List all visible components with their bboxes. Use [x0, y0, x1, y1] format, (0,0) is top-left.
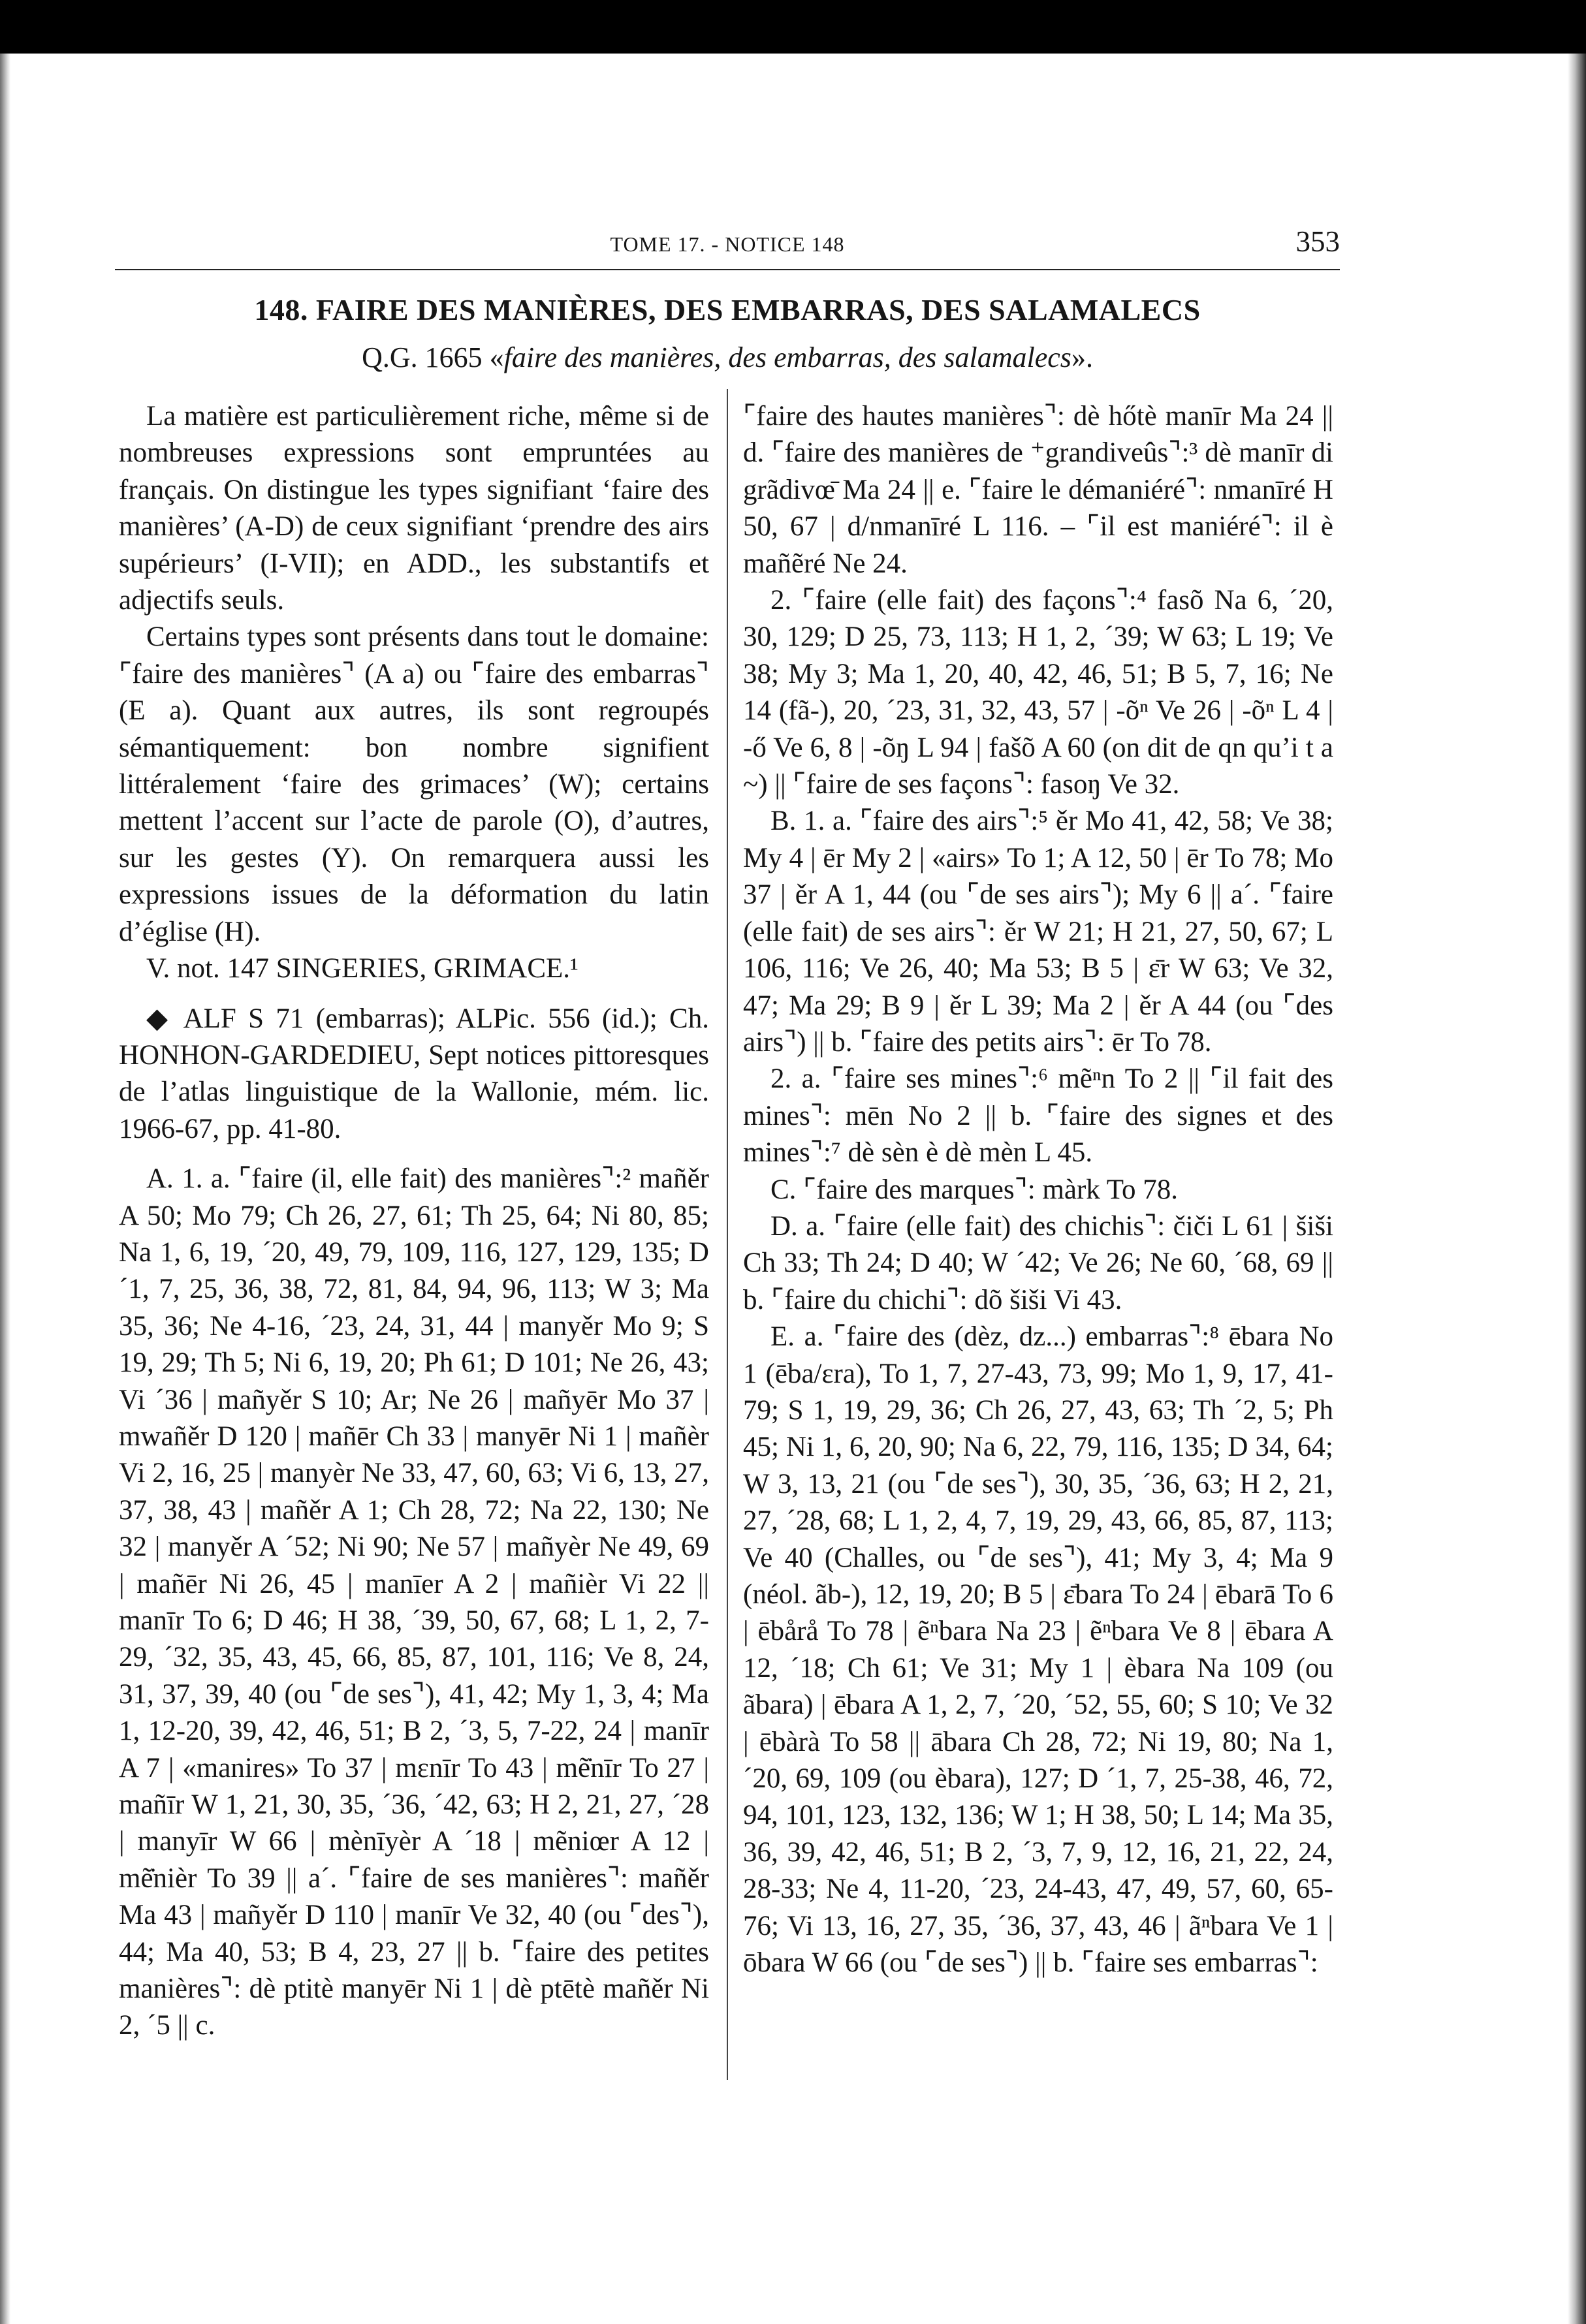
running-header	[115, 223, 1340, 270]
running-title: TOME 17. - NOTICE 148	[610, 232, 845, 256]
sources-paragraph: ◆ ALF S 71 (embarras); ALPic. 556 (id.); Ch. HONHON-GARDEDIEU, Sept notices pittoresques de l’atlas linguistique de la Wallonie, mém. lic. 1966-67, pp. 41-80.	[119, 1003, 709, 1144]
qg-question: faire des manières, des embarras, des salamalecs	[503, 341, 1071, 373]
intro-paragraph: La matière est particulièrement riche, même si de nombreuses expressions sont empruntées au français. On distingue les types signifiant ‘faire des manières’ (A-D) de ceux signifiant ‘prendre des airs supérieurs’ (I-VII); en ADD., les substantifs et adjectifs seuls.	[119, 401, 709, 616]
article-title: 148. FAIRE DES MANIÈRES, DES EMBARRAS, DES SALAMALECS	[254, 293, 1201, 326]
section-b2-mines: 2. a. ⌜faire ses mines⌝:⁶ mẽⁿn To 2 || ⌜il fait des mines⌝: mēn No 2 || b. ⌜faire des signes et des mines⌝:⁷ dè sèn è dè mèn L 45.	[743, 1063, 1333, 1169]
section-a-continued: ⌜faire des hautes manières⌝: dè hőtè manīr Ma 24 || d. ⌜faire des manières de ⁺grandiveûs⌝:³ dè manīr di grãdivœ̄ Ma 24 || e. ⌜faire le démaniéré⌝: nmanīré H 50, 67 | d/nmanīré L 116. – ⌜il est maniéré⌝: il è mañẽré Ne 24.	[743, 401, 1333, 579]
section-e-embarras: E. a. ⌜faire des (dèz, dz...) embarras⌝:⁸ ēbara No 1 (ēba/ɛra), To 1, 7, 27-43, 73, 99; Mo 1, 9, 17, 41-79; S 1, 19, 29, 36; Ch 26, 27, 43, 63; Th ´2, 5; Ph 45; Ni 1, 6, 20, 90; Na 6, 22, 79, 116, 135; D 34, 64; W 3, 13, 21 (ou ⌜de ses⌝), 30, 35, ´36, 63; H 2, 21, 27, ´28, 68; L 1, 2, 4, 7, 19, 29, 43, 66, 85, 87, 113; Ve 40 (Challes, ou ⌜de ses⌝), 41; My 3, 4; Ma 9 (néol. ãb-), 12, 19, 20; B 5 | ɛ̄bara To 24 | ēbarā To 6 | ēbårå To 78 | ẽⁿbara Na 23 | ẽⁿbara Ve 8 | ēbara A 12, ´18; Ch 61; Ve 31; My 1 | èbara Na 109 (ou ãbara) | ēbara A 1, 2, 7, ´20, ´52, 55, 60; S 10; Ve 32 | ēbàrà To 58 || ābara Ch 28, 72; Ni 19, 80; Na 1, ´20, 69, 109 (ou èbara), 127; D ´1, 7, 25-38, 46, 72, 94, 101, 123, 132, 136; W 1; H 38, 50; L 14; Ma 35, 36, 39, 42, 46, 51; B 2, ´3, 7, 9, 12, 16, 21, 22, 24, 28-33; Ne 4, 11-20, ´23, 24-43, 47, 49, 57, 60, 65-76; Vi 13, 16, 27, 35, ´36, 37, 43, 46 | ãⁿbara Ve 1 | ōbara W 66 (ou ⌜de ses⌝) || b. ⌜faire ses embarras⌝:	[743, 1321, 1333, 1979]
section-a-manieres: A. 1. a. ⌜faire (il, elle fait) des manières⌝:² mañěr A 50; Mo 79; Ch 26, 27, 61; Th 25, 64; Ni 80, 85; Na 1, 6, 19, ´20, 49, 79, 109, 116, 127, 129, 135; D ´1, 7, 25, 36, 38, 72, 81, 84, 94, 96, 113; W 3; Ma 35, 36; Ne 4-16, ´23, 24, 31, 44 | manyěr Mo 9; S 19, 29; Th 5; Ni 6, 19, 20; Ph 61; D 101; Ne 26, 43; Vi ´36 | mañyěr S 10; Ar; Ne 26 | mañyēr Mo 37 | mwañěr D 120 | mañēr Ch 33 | manyēr Ni 1 | mañèr Vi 2, 16, 25 | manyèr Ne 33, 47, 60, 63; Vi 6, 13, 27, 37, 38, 43 | mañěr A 1; Ch 28, 72; Na 22, 130; Ne 32 | manyěr A ´52; Ni 90; Ne 57 | mañyèr Ne 49, 69 | mañēr Ni 26, 45 | manīer A 2 | mañièr Vi 22 || manīr To 6; D 46; H 38, ´39, 50, 67, 68; L 1, 2, 7-29, ´32, 35, 43, 45, 66, 85, 87, 101, 116; Ve 8, 24, 31, 37, 39, 40 (ou ⌜de ses⌝), 41, 42; My 1, 3, 4; Ma 1, 12-20, 39, 42, 46, 51; B 2, ´3, 5, 7-22, 24 | manīr A 7 | «manires» To 37 | mɛnīr To 43 | mẽ̇nīr To 27 | mañīr W 1, 21, 30, 35, ´36, ´42, 63; H 2, 21, 27, ´28 | manyīr W 66 | mènīyèr A ´18 | mẽniœr A 12 | mẽ̇nièr To 39 || a´. ⌜faire de ses manières⌝: mañěr Ma 43 | mañyěr D 110 | manīr Ve 32, 40 (ou ⌜des⌝), 44; Ma 40, 53; B 4, 23, 27 || b. ⌜faire des petites manières⌝: dè ptitè manyēr Ni 1 | dè ptētè mañěr Ni 2, ´5 || c.	[119, 1163, 709, 2041]
qg-prefix: Q.G. 1665 «	[362, 341, 504, 373]
questionnaire-reference	[115, 341, 1340, 374]
column-divider	[727, 389, 728, 2080]
section-b1-airs: B. 1. a. ⌜faire des airs⌝:⁵ ěr Mo 41, 42, 58; Ve 38; My 4 | ēr My 2 | «airs» To 1; A 12, 50 | ēr To 78; Mo 37 | ěr A 1, 44 (ou ⌜de ses airs⌝); My 6 || a´. ⌜faire (elle fait) de ses airs⌝: ěr W 21; H 21, 27, 50, 67; L 106, 116; Ve 26, 40; Ma 53; B 5 | ɛ̄r W 63; Ve 32, 47; Ma 29; B 9 | ěr L 39; Ma 2 | ěr A 44 (ou ⌜des airs⌝) || b. ⌜faire des petits airs⌝: ēr To 78.	[743, 806, 1333, 1058]
left-column	[119, 398, 709, 2045]
section-a2-facons: 2. ⌜faire (elle fait) des façons⌝:⁴ fasõ Na 6, ´20, 30, 129; D 25, 73, 113; H 1, 2, ´39; W 63; L 19; Ve 38; My 3; Ma 1, 20, 40, 42, 46, 51; B 5, 7, 16; Ne 14 (fã-), 20, ´23, 31, 32, 43, 57 | -õⁿ Ve 26 | -õⁿ L 4 | -ő Ve 6, 8 | -õŋ L 94 | fašõ A 60 (on dit de qn qu’i t a ~) || ⌜faire de ses façons⌝: fasoŋ Ve 32.	[743, 585, 1333, 800]
section-d-chichis: D. a. ⌜faire (elle fait) des chichis⌝: čiči L 61 | šiši Ch 33; Th 24; D 40; W ´42; Ve 26; Ne 60, ´68, 69 || b. ⌜faire du chichi⌝: dõ šiši Vi 43.	[743, 1210, 1333, 1315]
page-number: 353	[1295, 225, 1340, 258]
qg-suffix: ».	[1071, 341, 1093, 373]
right-column	[743, 398, 1333, 1981]
cross-reference: V. not. 147 SINGERIES, GRIMACE.¹	[146, 953, 579, 984]
types-paragraph: Certains types sont présents dans tout le domaine: ⌜faire des manières⌝ (A a) ou ⌜faire des embarras⌝ (E a). Quant aux autres, ils sont regroupés sémantiquement: bon nombre signifient littéralement ‘faire des grimaces’ (W); certains mettent l’accent sur l’acte de parole (O), d’autres, sur les gestes (Y). On remarquera aussi les expressions issues de la déformation du latin d’église (H).	[119, 621, 709, 947]
section-c-marques: C. ⌜faire des marques⌝: màrk To 78.	[770, 1174, 1179, 1205]
